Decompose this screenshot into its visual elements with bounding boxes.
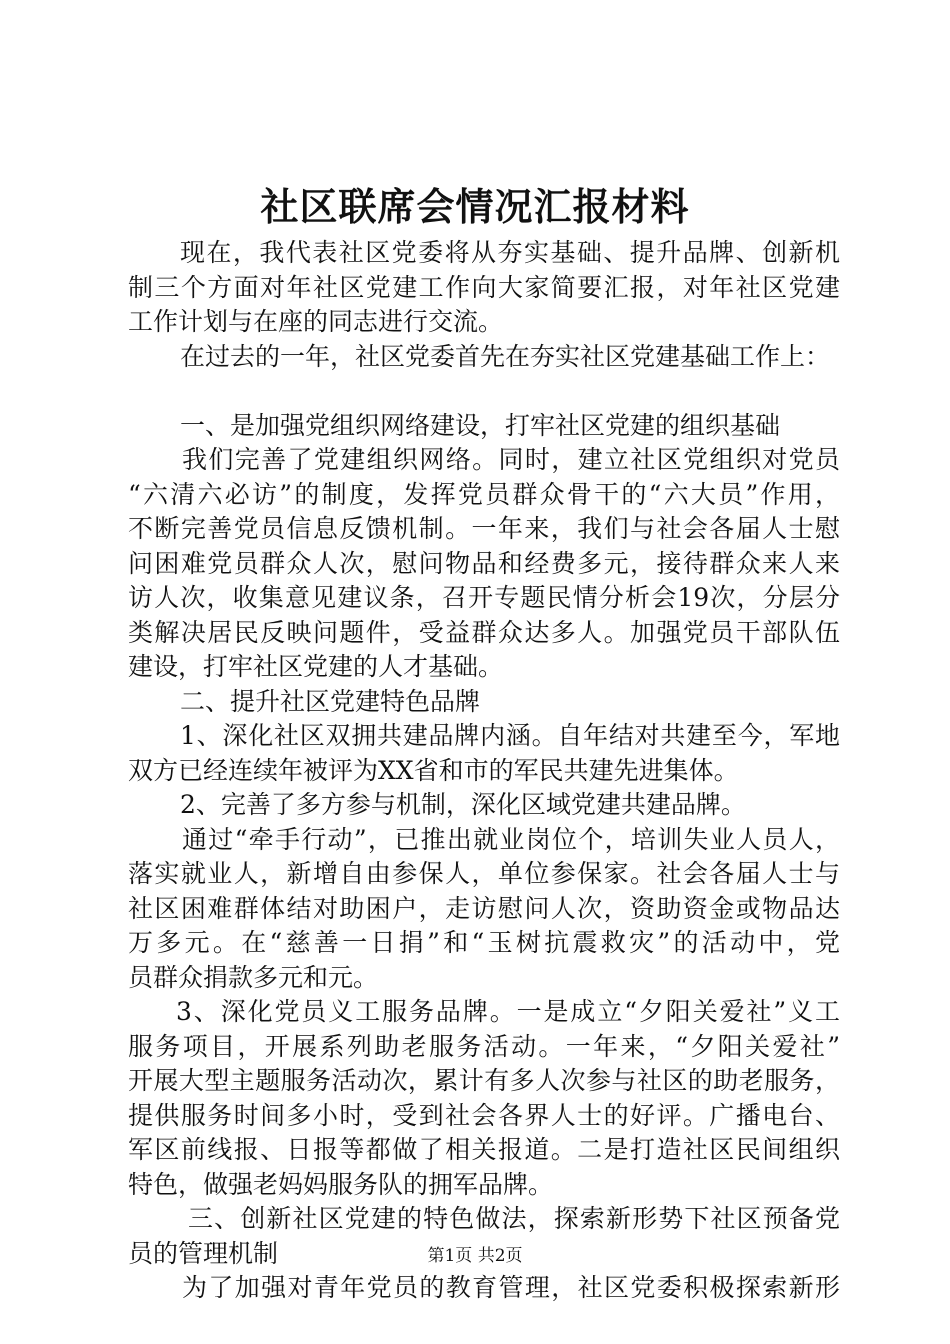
paragraph-line: 为了加强对青年党员的教育管理，社区党委积极探索新形	[182, 1273, 840, 1302]
paragraph-line: 军区前线报、日报等都做了相关报道。二是打造社区民间组织	[128, 1135, 840, 1164]
paragraph-line: 建设，打牢社区党建的人才基础。	[128, 652, 504, 681]
section-heading: 一、是加强党组织网络建设，打牢社区党建的组织基础	[180, 410, 781, 440]
paragraph-line: 双方已经连续年被评为XX省和市的军民共建先进集体。	[128, 755, 739, 785]
blank-line	[128, 374, 840, 409]
paragraph-line: 3、深化党员义工服务品牌。一是成立“夕阳关爱社”义工	[176, 997, 840, 1026]
paragraph-line: 提供服务时间多小时，受到社会各界人士的好评。广播电台、	[128, 1100, 840, 1130]
paragraph-line: 落实就业人，新增自由参保人，单位参保家。社会各届人士与	[128, 859, 840, 888]
section-heading-continued: 员的管理机制	[128, 1238, 279, 1268]
document-body	[128, 236, 840, 1306]
paragraph-line: 通过“牵手行动”，已推出就业岗位个，培训失业人员人，	[182, 824, 840, 854]
paragraph-line: 不断完善党员信息反馈机制。一年来，我们与社会各届人士慰	[128, 514, 840, 543]
paragraph-line: 社区困难群体结对助困户，走访慰问人次，资助资金或物品达	[128, 893, 840, 923]
paragraph-line: “六清六必访”的制度，发挥党员群众骨干的“六大员”作用，	[128, 479, 840, 509]
paragraph-line: 类解决居民反映问题件，受益群众达多人。加强党员干部队伍	[128, 617, 840, 647]
paragraph-line: 2、完善了多方参与机制，深化区域党建共建品牌。	[180, 790, 746, 819]
page-footer: 第1页 共2页	[427, 1246, 523, 1266]
paragraph-line: 员群众捐款多元和元。	[128, 962, 379, 992]
paragraph-line: 服务项目，开展系列助老服务活动。一年来，“夕阳关爱社”	[128, 1031, 840, 1061]
section-heading: 三、创新社区党建的特色做法，探索新形势下社区预备党	[188, 1204, 840, 1233]
section-heading: 二、提升社区党建特色品牌	[180, 686, 481, 716]
paragraph-line: 工作计划与在座的同志进行交流。	[128, 307, 504, 336]
paragraph-line: 1、深化社区双拥共建品牌内涵。自年结对共建至今，军地	[180, 721, 840, 750]
paragraph-line: 特色，做强老妈妈服务队的拥军品牌。	[128, 1169, 554, 1199]
paragraph-line: 开展大型主题服务活动次，累计有多人次参与社区的助老服务，	[128, 1066, 840, 1095]
paragraph-line: 万多元。在“慈善一日捐”和“玉树抗震救灾”的活动中，党	[128, 928, 840, 957]
paragraph-line: 制三个方面对年社区党建工作向大家简要汇报，对年社区党建	[128, 272, 840, 302]
paragraph-line: 问困难党员群众人次，慰问物品和经费多元，接待群众来人来	[128, 548, 840, 578]
document-title: 社区联席会情况汇报材料	[260, 184, 690, 229]
paragraph-line: 现在，我代表社区党委将从夯实基础、提升品牌、创新机	[180, 238, 840, 267]
paragraph-line: 我们完善了党建组织网络。同时，建立社区党组织对党员	[182, 445, 840, 474]
paragraph-line: 访人次，收集意见建议条，召开专题民情分析会19次，分层分	[128, 583, 840, 612]
paragraph-line: 在过去的一年，社区党委首先在夯实社区党建基础工作上：	[180, 341, 831, 371]
